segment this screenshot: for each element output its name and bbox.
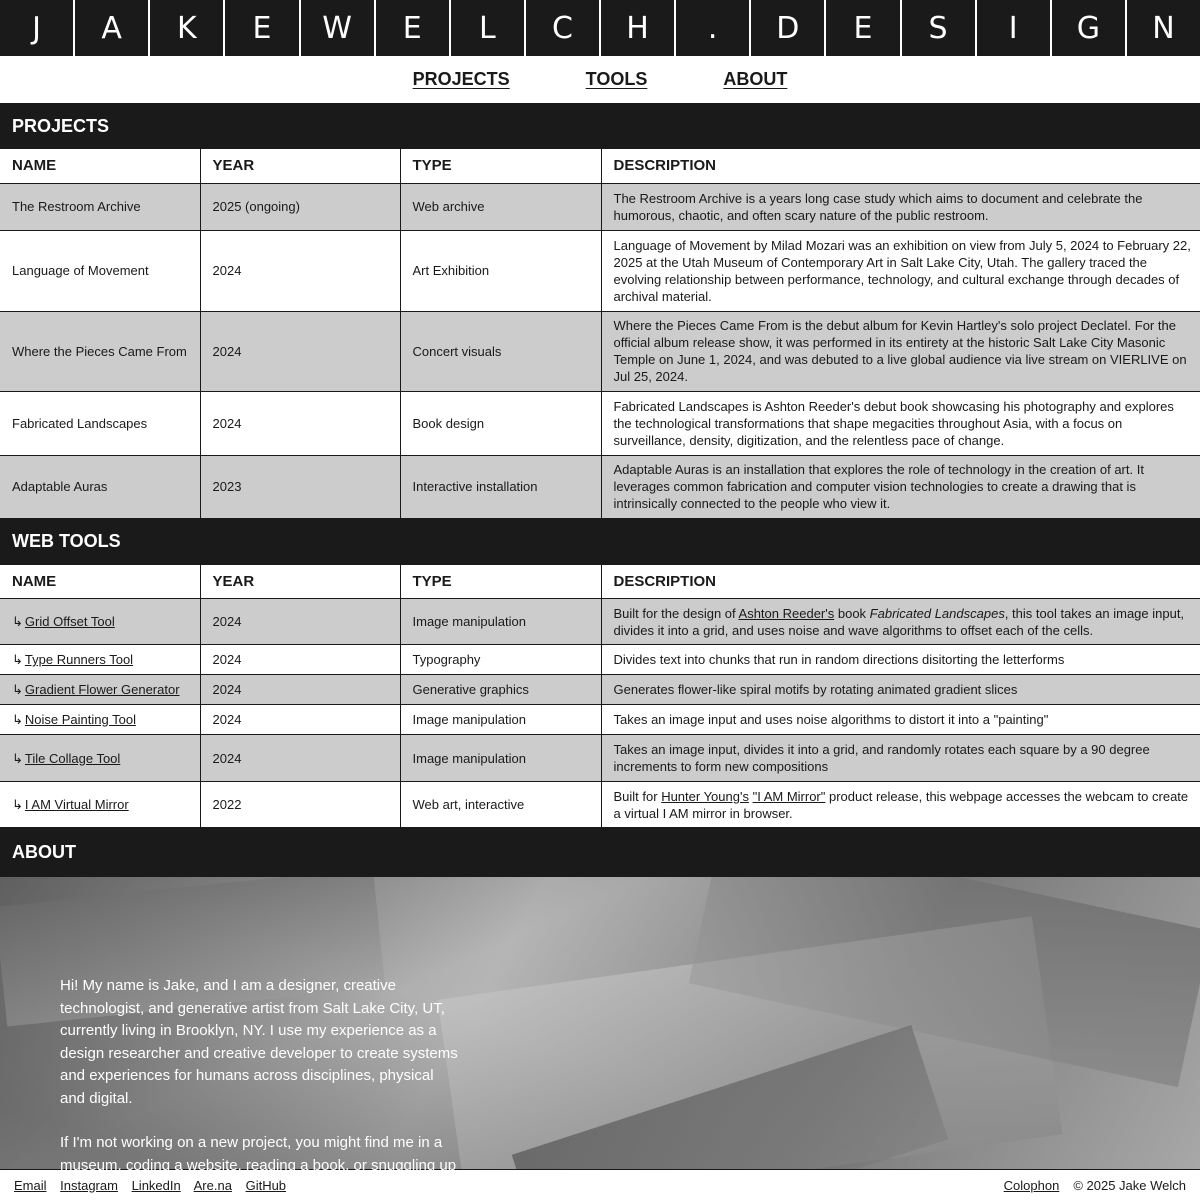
projects-section-heading: PROJECTS bbox=[0, 103, 1200, 149]
tool-type: Image manipulation bbox=[400, 735, 601, 782]
tool-year: 2024 bbox=[200, 705, 400, 735]
tool-year: 2024 bbox=[200, 599, 400, 645]
title-letter: N bbox=[1152, 10, 1175, 46]
column-header-name: NAME bbox=[0, 149, 200, 183]
return-arrow-icon: ↳ bbox=[12, 682, 23, 697]
tool-row bbox=[0, 675, 1200, 705]
project-name: The Restroom Archive bbox=[0, 183, 200, 230]
tools-table bbox=[0, 565, 1200, 829]
title-letter: E bbox=[225, 0, 300, 56]
tool-description: Takes an image input, divides it into a grid, and randomly rotates each square by a 90 degree increments to form new compositions bbox=[601, 735, 1200, 782]
return-arrow-icon: ↳ bbox=[12, 614, 23, 629]
tool-year: 2024 bbox=[200, 645, 400, 675]
title-letter: H bbox=[601, 0, 676, 56]
about-paragraph: If I'm not working on a new project, you might find me in a museum, coding a website, reading a book, or snuggling up bbox=[60, 1134, 457, 1174]
about-section-heading: ABOUT bbox=[0, 828, 1200, 877]
project-type: Web archive bbox=[400, 183, 601, 230]
title-letter: J bbox=[0, 0, 75, 56]
projects-table bbox=[0, 149, 1200, 519]
tool-row bbox=[0, 599, 1200, 645]
project-row[interactable] bbox=[0, 391, 1200, 455]
hunter-young-link[interactable]: Hunter Young's bbox=[661, 788, 749, 804]
tool-row bbox=[0, 705, 1200, 735]
tool-link[interactable]: Type Runners Tool bbox=[24, 652, 134, 667]
title-letter: I bbox=[977, 0, 1052, 56]
title-letter: L bbox=[451, 0, 526, 56]
social-links bbox=[14, 1178, 296, 1193]
project-description: Where the Pieces Came From is the debut album for Kevin Hartley's solo project Declatel. For the official album release show, it was performed in its entirety at the historic Salt Lake City Masonic Temple on June 1, 2024, and was debuted to a live global audience via live stream on VIERLIVE on Jul 25, 2024. bbox=[601, 311, 1200, 391]
colophon-link[interactable]: Colophon bbox=[1003, 1177, 1060, 1193]
project-year: 2024 bbox=[200, 230, 400, 311]
project-description: The Restroom Archive is a years long case study which aims to document and celebrate the humorous, chaotic, and often scary nature of the public restroom. bbox=[601, 183, 1200, 230]
email-link[interactable]: Email bbox=[14, 1177, 47, 1193]
title-letter: W bbox=[301, 0, 376, 56]
tool-type: Image manipulation bbox=[400, 705, 601, 735]
project-name: Where the Pieces Came From bbox=[0, 311, 200, 391]
site-title-bar[interactable] bbox=[0, 0, 1200, 56]
column-header-description: DESCRIPTION bbox=[601, 565, 1200, 599]
title-letter: G bbox=[1052, 0, 1127, 56]
github-link[interactable]: GitHub bbox=[245, 1177, 287, 1193]
tool-link[interactable]: I AM Virtual Mirror bbox=[24, 797, 129, 812]
project-name: Language of Movement bbox=[0, 230, 200, 311]
project-row[interactable] bbox=[0, 311, 1200, 391]
tool-type: Image manipulation bbox=[400, 599, 601, 645]
project-description: Fabricated Landscapes is Ashton Reeder's debut book showcasing his photography and explores the technological transformations that shape megacities throughout Asia, with a focus on surveillance, density, digitization, and the relentless pace of change. bbox=[601, 391, 1200, 455]
title-letter: C bbox=[526, 0, 601, 56]
tool-row bbox=[0, 645, 1200, 675]
project-year: 2024 bbox=[200, 391, 400, 455]
tool-description: Divides text into chunks that run in random directions disitorting the letterforms bbox=[601, 645, 1200, 675]
arena-link[interactable]: Are.na bbox=[193, 1177, 232, 1193]
title-letter: . bbox=[676, 0, 751, 56]
projects-table-header bbox=[0, 149, 1200, 183]
project-type: Interactive installation bbox=[400, 455, 601, 518]
project-year: 2024 bbox=[200, 311, 400, 391]
title-letter: K bbox=[150, 0, 225, 56]
about-text bbox=[60, 975, 460, 1177]
column-header-type: TYPE bbox=[400, 565, 601, 599]
project-row[interactable] bbox=[0, 183, 1200, 230]
tool-year: 2024 bbox=[200, 735, 400, 782]
project-description: Adaptable Auras is an installation that explores the role of technology in the creation of art. It leverages common fabrication and computer vision technologies to create a drawing that is intrinsically connected to the people who view it. bbox=[601, 455, 1200, 518]
column-header-year: YEAR bbox=[200, 565, 400, 599]
tool-description: Built for Hunter Young's "I AM Mirror" product release, this webpage accesses the webcam to create a virtual I AM mirror in browser. bbox=[601, 782, 1200, 828]
title-letter: S bbox=[902, 0, 977, 56]
tool-description: Takes an image input and uses noise algorithms to distort it into a "painting" bbox=[601, 705, 1200, 735]
project-type: Book design bbox=[400, 391, 601, 455]
project-type: Art Exhibition bbox=[400, 230, 601, 311]
return-arrow-icon: ↳ bbox=[12, 797, 23, 812]
tool-type: Generative graphics bbox=[400, 675, 601, 705]
nav-tools-link[interactable]: TOOLS bbox=[585, 69, 648, 89]
project-year: 2023 bbox=[200, 455, 400, 518]
tool-year: 2024 bbox=[200, 675, 400, 705]
tool-type: Web art, interactive bbox=[400, 782, 601, 828]
project-type: Concert visuals bbox=[400, 311, 601, 391]
tool-row bbox=[0, 735, 1200, 782]
project-row[interactable] bbox=[0, 455, 1200, 518]
project-year: 2025 (ongoing) bbox=[200, 183, 400, 230]
tool-row bbox=[0, 782, 1200, 828]
title-letter: E bbox=[376, 0, 451, 56]
tool-description: Generates flower-like spiral motifs by rotating animated gradient slices bbox=[601, 675, 1200, 705]
linkedin-link[interactable]: LinkedIn bbox=[131, 1177, 181, 1193]
project-row[interactable] bbox=[0, 230, 1200, 311]
tool-year: 2022 bbox=[200, 782, 400, 828]
about-paragraph: Hi! My name is Jake, and I am a designer, creative technologist, and generative artist from Salt Lake City, UT, currently living in Brooklyn, NY. I use my experience as a design researcher and creative developer to create systems and experiences for humans across disciplines, physical and digital. bbox=[60, 977, 458, 1107]
tool-description: Built for the design of Ashton Reeder's book Fabricated Landscapes, this tool takes an image input, divides it into a grid, and uses noise and wave algorithms to offset each of the cells. bbox=[601, 599, 1200, 645]
tools-table-header bbox=[0, 565, 1200, 599]
return-arrow-icon: ↳ bbox=[12, 750, 23, 766]
column-header-year: YEAR bbox=[200, 149, 400, 183]
column-header-type: TYPE bbox=[400, 149, 601, 183]
ashton-reeder-link[interactable]: Ashton Reeder's bbox=[738, 605, 835, 621]
column-header-description: DESCRIPTION bbox=[601, 149, 1200, 183]
about-section bbox=[0, 877, 1200, 1177]
i-am-mirror-link[interactable]: "I AM Mirror" bbox=[752, 788, 826, 804]
tool-link[interactable]: Noise Painting Tool bbox=[24, 712, 136, 727]
tools-section-heading: WEB TOOLS bbox=[0, 519, 1200, 565]
project-name: Adaptable Auras bbox=[0, 455, 200, 518]
book-title: Fabricated Landscapes bbox=[869, 605, 1005, 621]
title-letter: A bbox=[75, 0, 150, 56]
project-name: Fabricated Landscapes bbox=[0, 391, 200, 455]
project-description: Language of Movement by Milad Mozari was an exhibition on view from July 5, 2024 to February 22, 2025 at the Utah Museum of Contemporary Art in Salt Lake City, Utah. The gallery traced the evolving relationship between performance, technology, and cultural exchange through decades of archival material. bbox=[601, 230, 1200, 311]
column-header-name: NAME bbox=[0, 565, 200, 599]
title-letter: D bbox=[751, 0, 826, 56]
tool-type: Typography bbox=[400, 645, 601, 675]
title-letter: E bbox=[826, 0, 901, 56]
copyright: © 2025 Jake Welch bbox=[1073, 1177, 1186, 1193]
instagram-link[interactable]: Instagram bbox=[60, 1177, 118, 1193]
tool-link[interactable]: Grid Offset Tool bbox=[24, 614, 115, 629]
return-arrow-icon: ↳ bbox=[12, 712, 23, 727]
return-arrow-icon: ↳ bbox=[12, 652, 23, 667]
tool-link[interactable]: Gradient Flower Generator bbox=[24, 682, 180, 697]
tool-link[interactable]: Tile Collage Tool bbox=[24, 750, 121, 766]
nav-projects-link[interactable]: PROJECTS bbox=[412, 69, 510, 89]
footer-right bbox=[1004, 1178, 1186, 1193]
main-nav bbox=[0, 56, 1200, 103]
nav-about-link[interactable]: ABOUT bbox=[723, 69, 788, 89]
